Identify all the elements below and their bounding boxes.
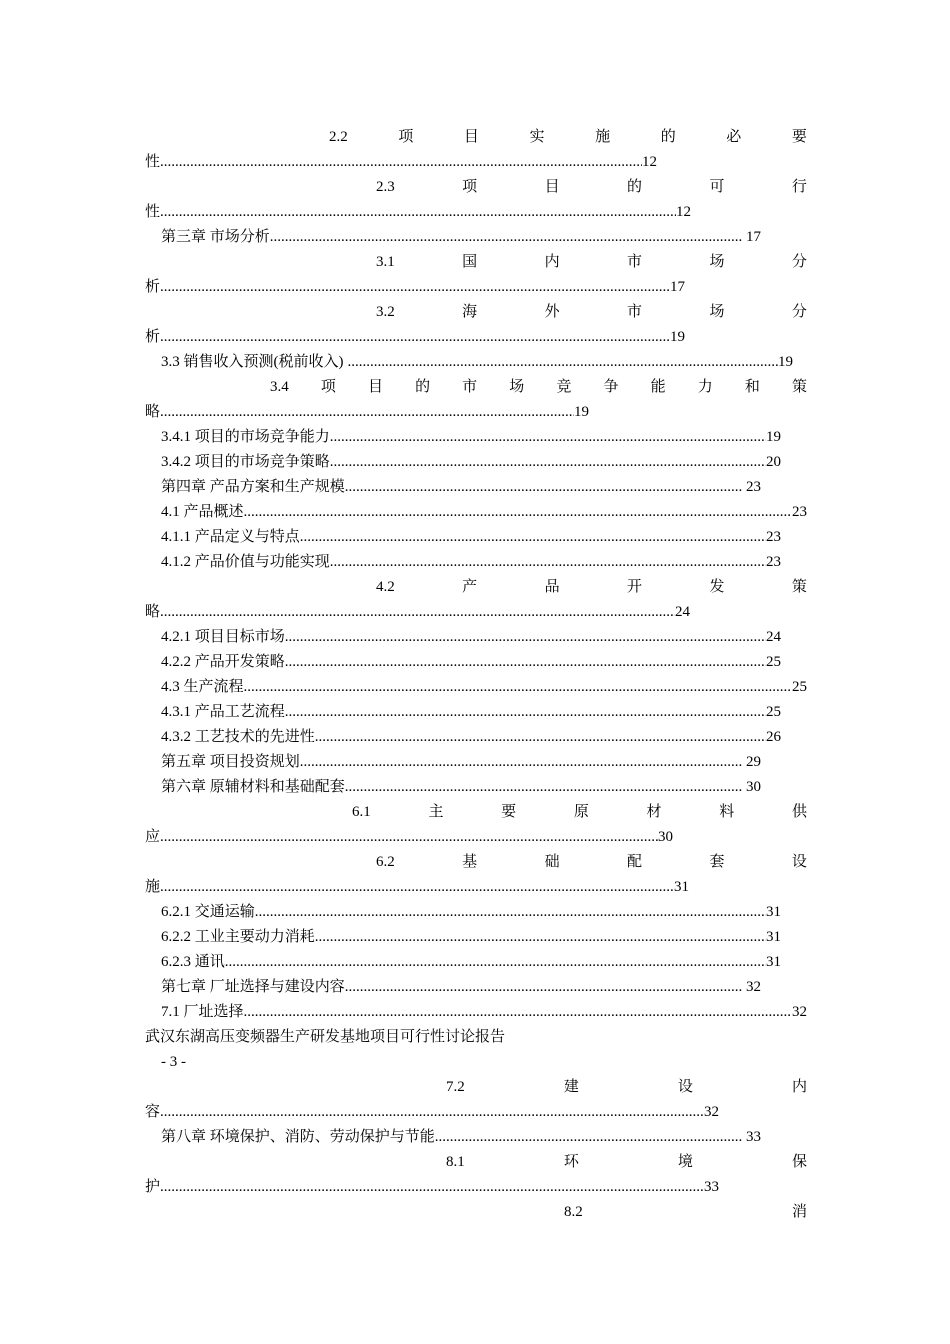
toc-leader [160,875,674,899]
toc-leader [285,650,766,674]
toc-page-number: 19 [670,329,685,345]
toc-page-number: 17 [746,229,761,245]
toc-leader [244,675,792,699]
toc-entry-4-1-2[interactable] [161,550,781,574]
toc-char: 基 [462,854,478,870]
toc-title: 第五章 项目投资规划 [161,754,300,770]
toc-number: 8.2 [564,1204,583,1220]
toc-title: 4.3.1 产品工艺流程 [161,704,285,720]
toc-title: 略 [145,404,161,420]
toc-char: 市 [627,304,643,320]
toc-page-number: 19 [574,404,589,420]
toc-title: 6.2.2 工业主要动力消耗 [161,929,315,945]
toc-char: 项 [398,129,414,145]
toc-number: 2.2 [329,129,348,145]
toc-title: 性 [145,204,161,220]
toc-entry-2-2-line2[interactable] [145,150,657,174]
toc-entry-7-1[interactable] [161,1000,807,1024]
toc-leader [160,275,670,299]
toc-entry-3-2-line2[interactable] [145,325,685,349]
toc-char: 施 [595,129,611,145]
toc-char: 市 [462,379,478,395]
toc-title: 第八章 环境保护、消防、劳动保护与节能 [161,1129,435,1145]
toc-page-number: 23 [792,504,807,520]
toc-number: 4.2 [376,579,395,595]
toc-char: 开 [627,579,643,595]
toc-char: 主 [428,804,444,820]
toc-leader [330,550,766,574]
toc-char: 套 [709,854,725,870]
toc-entry-6-1-line1 [352,800,807,824]
toc-leader [160,1175,704,1199]
toc-char: 础 [544,854,560,870]
toc-title: 4.2.2 产品开发策略 [161,654,285,670]
toc-title: 第三章 市场分析 [161,229,270,245]
toc-char: 的 [627,179,643,195]
toc-title: 4.1.2 产品价值与功能实现 [161,554,330,570]
toc-page-number: 23 [746,479,761,495]
toc-leader [160,1100,704,1124]
toc-leader [160,825,658,849]
toc-page-number: 19 [766,429,781,445]
toc-char: 设 [677,1079,693,1095]
toc-entry-2-2-line1 [329,125,807,149]
toc-char: 策 [791,579,807,595]
toc-page-number: 24 [766,629,781,645]
toc-char: 策 [791,379,807,395]
toc-number: 6.2 [376,854,395,870]
toc-entry-4-2-2[interactable] [161,650,781,674]
toc-char: 项 [320,379,336,395]
toc-page-number: 25 [766,654,781,670]
toc-char: 供 [791,804,807,820]
toc-number: 7.2 [446,1079,465,1095]
toc-leader [160,400,574,424]
toc-char: 项 [462,179,478,195]
toc-entry-6-2-3[interactable] [161,950,781,974]
toc-page-number: 32 [792,1004,807,1020]
toc-char: 力 [697,379,713,395]
toc-entry-6-1-line2[interactable] [145,825,673,849]
toc-char: 要 [501,804,517,820]
toc-char: 外 [544,304,560,320]
toc-number: 3.1 [376,254,395,270]
toc-char: 消 [791,1204,807,1220]
toc-char: 可 [709,179,725,195]
toc-page-number: 32 [746,979,761,995]
toc-leader [160,600,675,624]
toc-title: 4.3.2 工艺技术的先进性 [161,729,315,745]
toc-page-number: 33 [746,1129,761,1145]
toc-entry-2-3-line2[interactable] [145,200,691,224]
toc-entry-6-2-1[interactable] [161,900,781,924]
toc-leader [435,1125,742,1149]
toc-char: 发 [709,579,725,595]
toc-chapter-6[interactable] [161,775,761,799]
toc-leader [330,425,766,449]
toc-page-number: 32 [704,1104,719,1120]
toc-leader [315,925,766,949]
toc-entry-4-2-1[interactable] [161,625,781,649]
toc-page-number: 12 [642,154,657,170]
toc-char: 必 [726,129,742,145]
toc-char: 料 [719,804,735,820]
toc-entry-6-2-line2[interactable] [145,875,689,899]
toc-leader [285,700,766,724]
toc-number: 2.3 [376,179,395,195]
toc-number: 8.1 [446,1154,465,1170]
toc-leader [255,900,766,924]
toc-number: 3.4 [270,379,289,395]
toc-entry-7-2-line1 [446,1075,807,1099]
toc-char: 要 [791,129,807,145]
toc-char: 国 [462,254,478,270]
toc-char: 场 [709,304,725,320]
toc-leader [160,150,642,174]
toc-title: 7.1 厂址选择 [161,1004,244,1020]
toc-title: 性 [145,154,161,170]
toc-char: 分 [791,254,807,270]
toc-leader [330,450,766,474]
toc-leader [300,750,742,774]
toc-entry-3-4-1[interactable] [161,425,781,449]
toc-entry-3-1-line1 [376,250,807,274]
page-number: - 3 - [161,1054,186,1070]
toc-leader [345,475,742,499]
toc-page-number: 20 [766,454,781,470]
toc-entry-7-2-line2[interactable] [145,1100,719,1124]
toc-char: 争 [603,379,619,395]
toc-entry-3-4-line2[interactable] [145,400,589,424]
toc-page-number: 31 [766,904,781,920]
toc-chapter-5[interactable] [161,750,761,774]
toc-leader [285,625,766,649]
toc-title: 6.2.3 通讯 [161,954,225,970]
toc-entry-4-1-1[interactable] [161,525,781,549]
toc-chapter-4[interactable] [161,475,761,499]
toc-page-number: 33 [704,1179,719,1195]
toc-char: 环 [563,1154,579,1170]
toc-leader [244,500,792,524]
toc-title: 4.2.1 项目目标市场 [161,629,285,645]
toc-char: 目 [367,379,383,395]
toc-title: 3.3 销售收入预测(税前收入) [161,354,344,370]
toc-chapter-3[interactable] [161,225,761,249]
toc-entry-4-3[interactable] [161,675,807,699]
toc-page-number: 23 [766,529,781,545]
toc-entry-4-3-1[interactable] [161,700,781,724]
toc-title: 4.1.1 产品定义与特点 [161,529,300,545]
toc-leader [345,975,742,999]
toc-leader [244,1000,792,1024]
toc-entry-6-2-line1 [376,850,807,874]
toc-page-number: 17 [670,279,685,295]
document-title-footer: 武汉东湖高压变频器生产研发基地项目可行性讨论报告 [145,1029,506,1045]
toc-page-number: 25 [792,679,807,695]
toc-title: 第六章 原辅材料和基础配套 [161,779,345,795]
toc-title: 4.1 产品概述 [161,504,244,520]
toc-page-number: 31 [766,929,781,945]
toc-title: 应 [145,829,161,845]
toc-page-number: 19 [778,354,793,370]
toc-page-number: 23 [766,554,781,570]
toc-char: 场 [709,254,725,270]
toc-char: 建 [563,1079,579,1095]
toc-chapter-8[interactable] [161,1125,761,1149]
toc-title: 施 [145,879,161,895]
toc-char: 原 [573,804,589,820]
toc-entry-3-1-line2[interactable] [145,275,685,299]
toc-page-number: 30 [658,829,673,845]
toc-char: 材 [646,804,662,820]
toc-leader [160,325,670,349]
toc-entry-2-3-line1 [376,175,807,199]
toc-title: 略 [145,604,161,620]
toc-page-number: 29 [746,754,761,770]
toc-char: 海 [462,304,478,320]
toc-entry-4-3-2[interactable] [161,725,781,749]
toc-number: 3.2 [376,304,395,320]
toc-title: 4.3 生产流程 [161,679,244,695]
toc-char: 竞 [556,379,572,395]
toc-page-number: 12 [676,204,691,220]
toc-number: 6.1 [352,804,371,820]
toc-title: 护 [145,1179,161,1195]
toc-leader [345,775,742,799]
toc-leader [160,200,676,224]
toc-entry-6-2-2[interactable] [161,925,781,949]
toc-entry-3-2-line1 [376,300,807,324]
toc-entry-8-1-line1 [446,1150,807,1174]
toc-page-number: 31 [766,954,781,970]
toc-page-number: 25 [766,704,781,720]
toc-char: 境 [677,1154,693,1170]
toc-title: 第七章 厂址选择与建设内容 [161,979,345,995]
toc-leader [344,350,779,374]
toc-title: 析 [145,279,161,295]
toc-char: 实 [529,129,545,145]
toc-page-number: 24 [675,604,690,620]
toc-char: 能 [650,379,666,395]
toc-char: 品 [544,579,560,595]
toc-char: 的 [415,379,431,395]
toc-char: 目 [544,179,560,195]
toc-title: 析 [145,329,161,345]
toc-title: 第四章 产品方案和生产规模 [161,479,345,495]
toc-page-number: 26 [766,729,781,745]
toc-char: 行 [791,179,807,195]
toc-page-number: 31 [674,879,689,895]
toc-char: 和 [744,379,760,395]
toc-title: 6.2.1 交通运输 [161,904,255,920]
toc-entry-4-1[interactable] [161,500,807,524]
toc-char: 分 [791,304,807,320]
toc-char: 的 [660,129,676,145]
toc-title: 3.4.2 项目的市场竞争策略 [161,454,330,470]
toc-leader [270,225,742,249]
toc-entry-4-2-line1 [376,575,807,599]
toc-entry-3-4-2[interactable] [161,450,781,474]
toc-char: 配 [627,854,643,870]
toc-char: 设 [791,854,807,870]
toc-char: 市 [627,254,643,270]
toc-entry-3-3[interactable] [161,350,793,374]
toc-entry-8-2-line1 [564,1200,807,1224]
toc-leader [315,725,766,749]
toc-page-number: 30 [746,779,761,795]
toc-char: 场 [509,379,525,395]
toc-char: 产 [462,579,478,595]
toc-char: 保 [791,1154,807,1170]
toc-leader [225,950,766,974]
toc-entry-4-2-line2[interactable] [145,600,690,624]
toc-leader [300,525,766,549]
toc-entry-3-4-line1 [270,375,807,399]
toc-title: 3.4.1 项目的市场竞争能力 [161,429,330,445]
toc-entry-8-1-line2[interactable] [145,1175,719,1199]
toc-char: 目 [463,129,479,145]
toc-title: 容 [145,1104,161,1120]
toc-char: 内 [791,1079,807,1095]
toc-char: 内 [544,254,560,270]
toc-chapter-7[interactable] [161,975,761,999]
